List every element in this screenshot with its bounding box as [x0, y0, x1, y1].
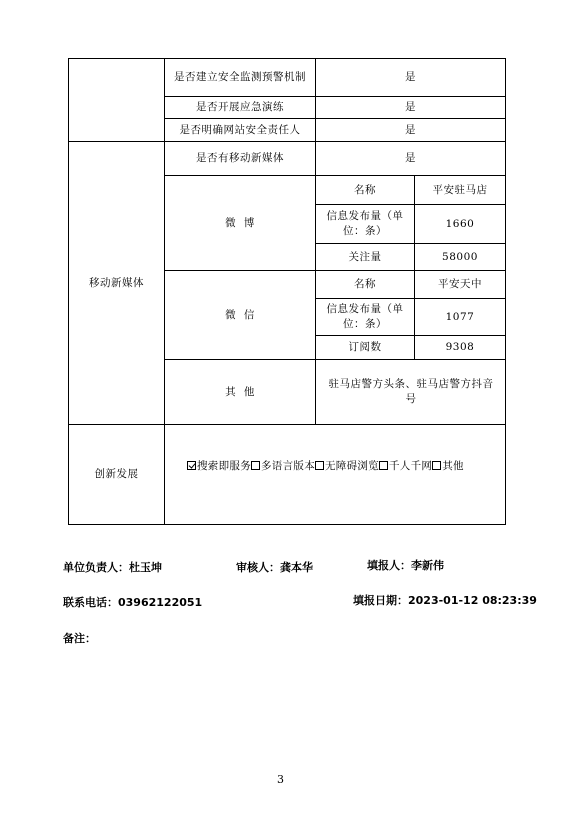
- wechat-posts-value: 1077: [445, 310, 475, 323]
- checkbox-empty-icon: [379, 461, 388, 470]
- contact-phone: 联系电话：03962122051: [63, 596, 203, 609]
- wechat-posts-key: 信息发布量（单位：条）: [326, 303, 404, 330]
- checkbox-empty-icon: [432, 461, 441, 470]
- option-personalized[interactable]: 千人千网: [379, 460, 432, 472]
- fill-date: 填报日期：2023-01-12 08:23:39: [353, 594, 537, 607]
- has-new-media-label: 是否有移动新媒体: [196, 152, 284, 164]
- weibo-posts-value: 1660: [445, 217, 475, 230]
- weibo-followers-value: 58000: [442, 250, 478, 263]
- other-media-value: 驻马店警方头条、驻马店警方抖音号: [328, 378, 494, 405]
- drill-label: 是否开展应急演练: [196, 101, 284, 113]
- page-number: 3: [277, 773, 284, 786]
- weibo-label: 微 博: [225, 216, 255, 229]
- wechat-label: 微 信: [225, 308, 255, 321]
- table-border-right: [505, 58, 506, 525]
- has-new-media-value: 是: [405, 152, 416, 164]
- monitoring-label: 是否建立安全监测预警机制: [174, 71, 306, 83]
- option-search-as-service[interactable]: 搜索即服务: [187, 460, 251, 472]
- innovation-options: [187, 458, 464, 473]
- responsible-value: 是: [405, 123, 416, 136]
- innovation-section-label: 创新发展: [94, 468, 139, 480]
- monitoring-value: 是: [405, 71, 416, 83]
- weibo-name-key: 名称: [354, 183, 376, 196]
- option-multilingual[interactable]: 多语言版本: [251, 460, 315, 472]
- checkbox-checked-icon: [187, 461, 196, 470]
- checkbox-empty-icon: [315, 461, 324, 470]
- table-divider-col2-media: [315, 175, 316, 424]
- table-border-bottom: [68, 524, 506, 525]
- reviewer: 审核人：龚本华: [236, 561, 313, 574]
- responsible-label: 是否明确网站安全责任人: [179, 123, 301, 136]
- weibo-followers-key: 关注量: [348, 250, 382, 263]
- remarks-label: 备注：: [63, 632, 96, 645]
- option-accessible[interactable]: 无障碍浏览: [315, 460, 379, 472]
- wechat-subs-key: 订阅数: [348, 341, 382, 353]
- drill-value: 是: [405, 101, 416, 113]
- wechat-subs-value: 9308: [445, 341, 475, 353]
- wechat-name-value: 平安天中: [438, 278, 482, 290]
- new-media-section-label: 移动新媒体: [89, 276, 144, 289]
- weibo-name-value: 平安驻马店: [432, 183, 488, 196]
- filler: 填报人：李新伟: [367, 559, 444, 572]
- wechat-name-key: 名称: [354, 278, 376, 290]
- unit-head: 单位负责人：杜玉坤: [63, 561, 162, 574]
- option-other[interactable]: 其他: [432, 460, 464, 472]
- other-media-label: 其 他: [225, 385, 255, 398]
- checkbox-empty-icon: [251, 461, 260, 470]
- weibo-posts-key: 信息发布量（单位：条）: [326, 210, 404, 237]
